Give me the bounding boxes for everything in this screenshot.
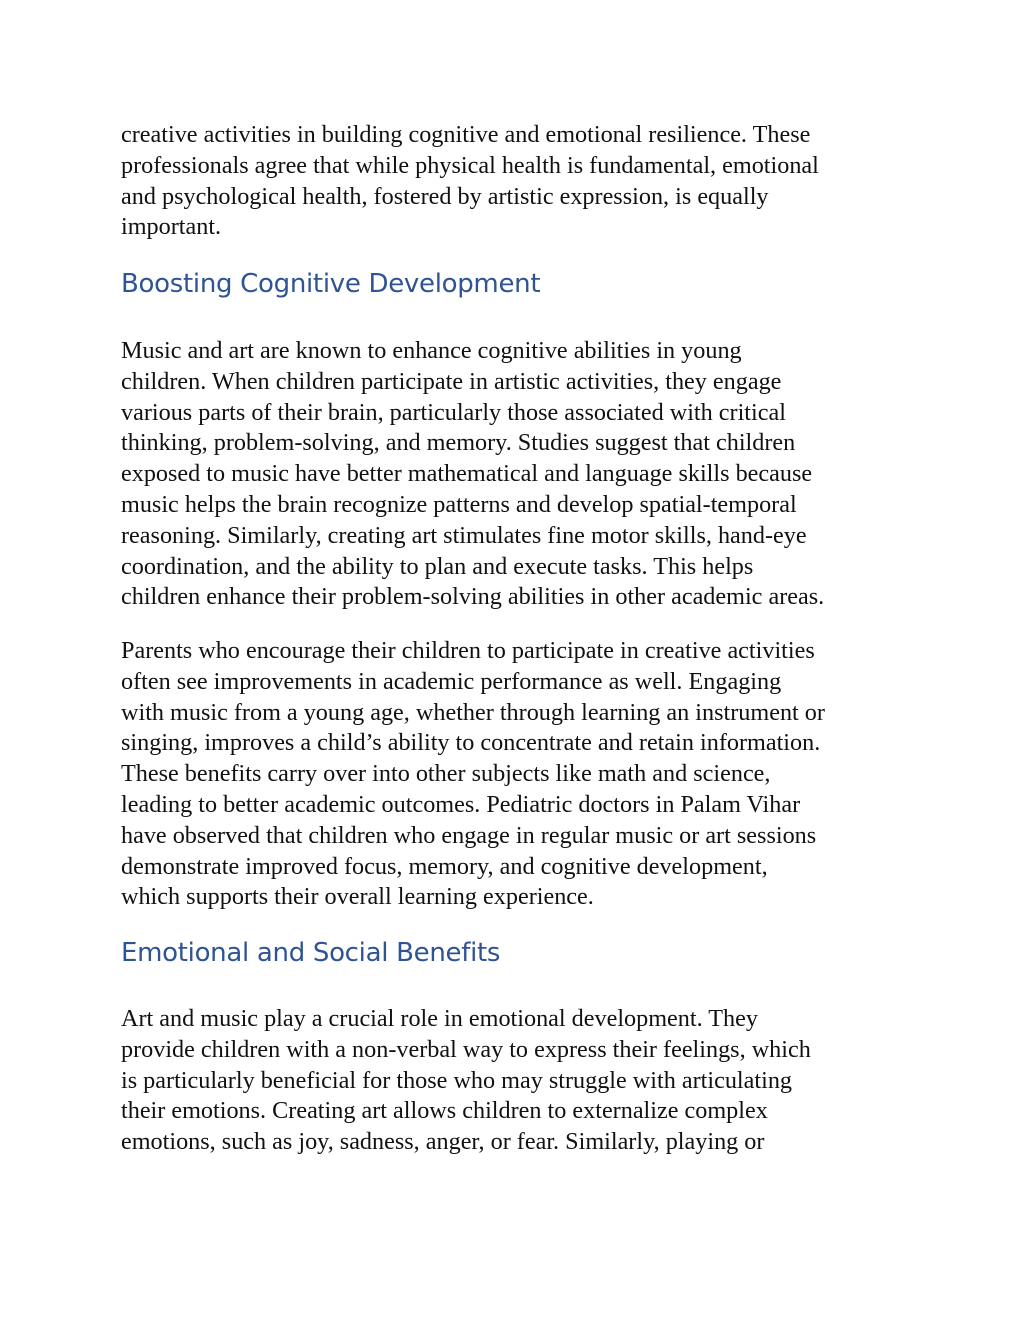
body-paragraph: [121, 336, 824, 613]
text-line: which supports their overall learning experience.: [121, 883, 594, 911]
section-heading: Emotional and Social Benefits: [121, 938, 501, 968]
body-paragraph: [121, 1004, 811, 1158]
text-line: often see improvements in academic performance as well. Engaging: [121, 667, 782, 695]
body-paragraph: [121, 120, 819, 243]
text-line: children. When children participate in artistic activities, they engage: [121, 367, 782, 395]
text-line: Art and music play a crucial role in emotional development. They: [121, 1005, 758, 1032]
text-line: Music and art are known to enhance cognitive abilities in young: [121, 337, 742, 364]
text-line: creative activities in building cognitive and emotional resilience. These: [121, 121, 811, 148]
text-line: thinking, problem-solving, and memory. Studies suggest that children: [121, 429, 796, 457]
text-line: coordination, and the ability to plan and execute tasks. This helps: [121, 552, 754, 580]
text-line: important.: [121, 213, 222, 241]
text-line: These benefits carry over into other subjects like math and science,: [121, 760, 771, 788]
section-heading: Boosting Cognitive Development: [121, 269, 541, 299]
body-paragraph: [121, 636, 825, 913]
text-line: with music from a young age, whether through learning an instrument or: [121, 698, 825, 726]
text-line: various parts of their brain, particularly those associated with critical: [121, 398, 786, 426]
text-line: their emotions. Creating art allows children to externalize complex: [121, 1097, 768, 1125]
text-line: leading to better academic outcomes. Pediatric doctors in Palam Vihar: [121, 790, 801, 818]
text-line: have observed that children who engage in regular music or art sessions: [121, 821, 817, 849]
text-line: Parents who encourage their children to participate in creative activities: [121, 637, 815, 664]
text-line: professionals agree that while physical health is fundamental, emotional: [121, 151, 819, 179]
text-line: reasoning. Similarly, creating art stimulates fine motor skills, hand-eye: [121, 521, 807, 549]
text-line: exposed to music have better mathematical and language skills because: [121, 460, 813, 488]
text-line: provide children with a non-verbal way to express their feelings, which: [121, 1035, 811, 1063]
text-line: and psychological health, fostered by artistic expression, is equally: [121, 182, 769, 210]
text-line: emotions, such as joy, sadness, anger, or fear. Similarly, playing or: [121, 1128, 765, 1156]
text-line: singing, improves a child’s ability to concentrate and retain information.: [121, 729, 821, 757]
text-line: is particularly beneficial for those who may struggle with articulating: [121, 1066, 793, 1094]
text-line: children enhance their problem-solving abilities in other academic areas.: [121, 583, 825, 611]
text-line: demonstrate improved focus, memory, and cognitive development,: [121, 852, 768, 880]
text-line: music helps the brain recognize patterns and develop spatial-temporal: [121, 490, 797, 518]
